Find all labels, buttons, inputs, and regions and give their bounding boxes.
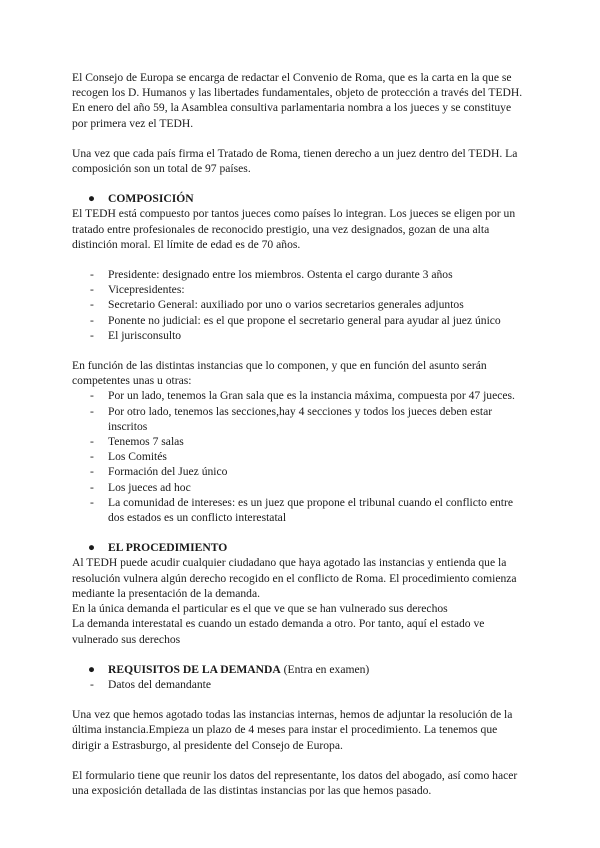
list-item: - Por otro lado, tenemos las secciones,hay 4 secciones y todos los jueces deben estar inscritos: [72, 404, 528, 434]
instancias-list: [72, 388, 528, 525]
intro-paragraph-2: Una vez que cada país firma el Tratado de Roma, tienen derecho a un juez dentro del TEDH. La composición son un total de 97 países.: [72, 146, 518, 176]
composicion-paragraph: El TEDH está compuesto por tantos jueces como países lo integran. Los jueces se eligen por un tratado entre profesionales de reconocido prestigio, una vez designados, gozan de una alta distinción moral. El límite de edad es de 70 años.: [72, 207, 516, 251]
cargos-list: [72, 267, 528, 343]
list-item: - Ponente no judicial: es el que propone el secretario general para ayudar al juez único: [72, 313, 528, 328]
requisitos-list: [72, 677, 528, 692]
list-item: - Secretario General: auxiliado por uno o varios secretarios generales adjuntos: [72, 297, 528, 312]
list-item: - Presidente: designado entre los miembros. Ostenta el cargo durante 3 años: [72, 267, 528, 282]
procedimiento-paragraph: Al TEDH puede acudir cualquier ciudadano que haya agotado las instancias y entienda que la resolución vulnera algún derecho recogido en el conflicto de Roma. El procedimiento comienza mediante la presentación de la demanda.: [72, 556, 517, 600]
list-item: - Los jueces ad hoc: [72, 480, 528, 495]
list-item: - Datos del demandante: [72, 677, 528, 692]
bullet-icon: ●: [88, 541, 96, 555]
list-item: - La comunidad de intereses: es un juez que propone el tribunal cuando el conflicto entre dos estados es un conflicto interestatal: [72, 495, 528, 525]
list-item: - Vicepresidentes:: [72, 282, 528, 297]
bullet-icon: ●: [88, 192, 96, 206]
bullet-icon: ●: [88, 662, 96, 676]
list-item: - Formación del Juez único: [72, 464, 528, 479]
heading-text: EL PROCEDIMIENTO: [108, 541, 228, 555]
list-item: - Los Comités: [72, 449, 528, 464]
requisitos-paragraph-2: El formulario tiene que reunir los datos del representante, los datos del abogado, así como hacer una exposición detallada de las distintas instancias por las que hemos pasado.: [72, 768, 518, 797]
intro-paragraph-1: El Consejo de Europa se encarga de redactar el Convenio de Roma, que es la carta en la que se recogen los D. Humanos y las libertades fundamentales, objeto de protección a través del TEDH. En enero del año 59, la Asamblea consultiva parlamentaria nombra a los jueces y se constituye por primera vez el TEDH.: [72, 71, 523, 130]
section-heading-requisitos: [72, 662, 528, 677]
section-heading-procedimiento: [72, 540, 528, 555]
list-item: - Por un lado, tenemos la Gran sala que es la instancia máxima, compuesta por 47 jueces.: [72, 388, 528, 403]
section-heading-composicion: [72, 191, 528, 206]
heading-text: REQUISITOS DE LA DEMANDA: [108, 662, 281, 676]
list-item: - Tenemos 7 salas: [72, 434, 528, 449]
procedimiento-line-3: La demanda interestatal es cuando un estado demanda a otro. Por tanto, aquí el estado ve vulnerado sus derechos: [72, 617, 485, 646]
requisitos-paragraph-1: Una vez que hemos agotado todas las instancias internas, hemos de adjuntar la resolución de la última instancia.Empieza un plazo de 4 meses para instar el procedimiento. La tenemos que dirigir a Estrasburgo, al presidente del Consejo de Europa.: [72, 708, 513, 752]
instancias-intro: En función de las distintas instancias que lo componen, y que en función del asunto serán competentes unas u otras:: [72, 359, 487, 388]
heading-note: (Entra en examen): [280, 662, 370, 676]
procedimiento-line-2: En la única demanda el particular es el que ve que se han vulnerado sus derechos: [72, 602, 448, 616]
list-item: - El jurisconsulto: [72, 328, 528, 343]
heading-text: COMPOSICIÓN: [108, 192, 194, 206]
